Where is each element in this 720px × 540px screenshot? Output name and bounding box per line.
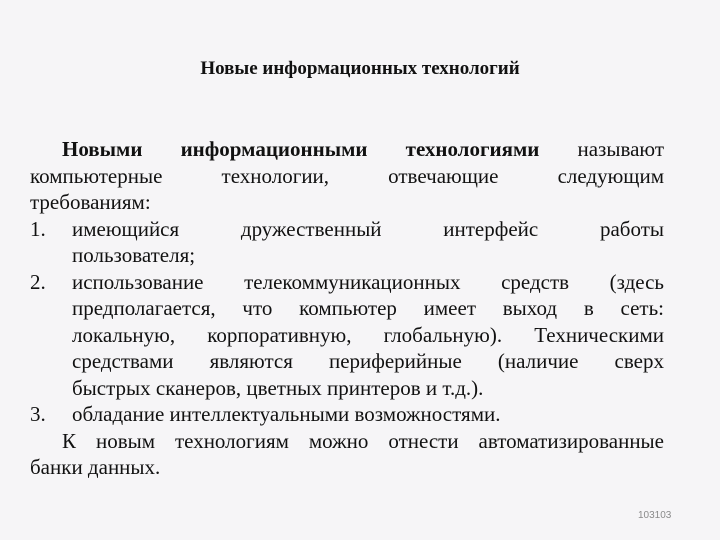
list-item-text: локальную, корпоративную, глобальную). Техническими (72, 322, 664, 347)
list-item-text: пользователя; (72, 243, 196, 267)
list-item-text: средствами являются периферийные (наличие сверх (72, 349, 664, 373)
list-number: 3. (30, 402, 46, 426)
list-number: 2. (30, 269, 46, 294)
intro-line-2: компьютерные технологии, отвечающие следующим (30, 163, 664, 188)
intro-line-1 (30, 136, 664, 163)
list-item-2 (30, 269, 664, 296)
intro-line-3: требованиям: (30, 190, 151, 214)
list-item-3 (30, 401, 664, 428)
page-number: 103103 (638, 510, 672, 521)
list-item-text: использование телекоммуникационных средств (здесь (72, 269, 664, 294)
closing-line-1: К новым технологиям можно отнести автоматизированные (62, 428, 664, 453)
list-item-1 (30, 216, 664, 243)
closing-line-2: банки данных. (30, 455, 161, 479)
list-item-text: быстрых сканеров, цветных принтеров и т.д.). (72, 375, 484, 400)
list-item-text: имеющийся дружественный интерфейс работы (72, 216, 664, 241)
list-item-text: предполагается, что компьютер имеет выход в сеть: (72, 296, 664, 320)
slide-body (30, 136, 664, 481)
slide-title: Новые информационных технологий (200, 58, 520, 79)
list-item-text: обладание интеллектуальными возможностями. (72, 402, 501, 426)
intro-rest: называют (577, 137, 665, 161)
intro-bold-term: Новыми информационными технологиями (62, 137, 540, 161)
list-number: 1. (30, 216, 46, 241)
